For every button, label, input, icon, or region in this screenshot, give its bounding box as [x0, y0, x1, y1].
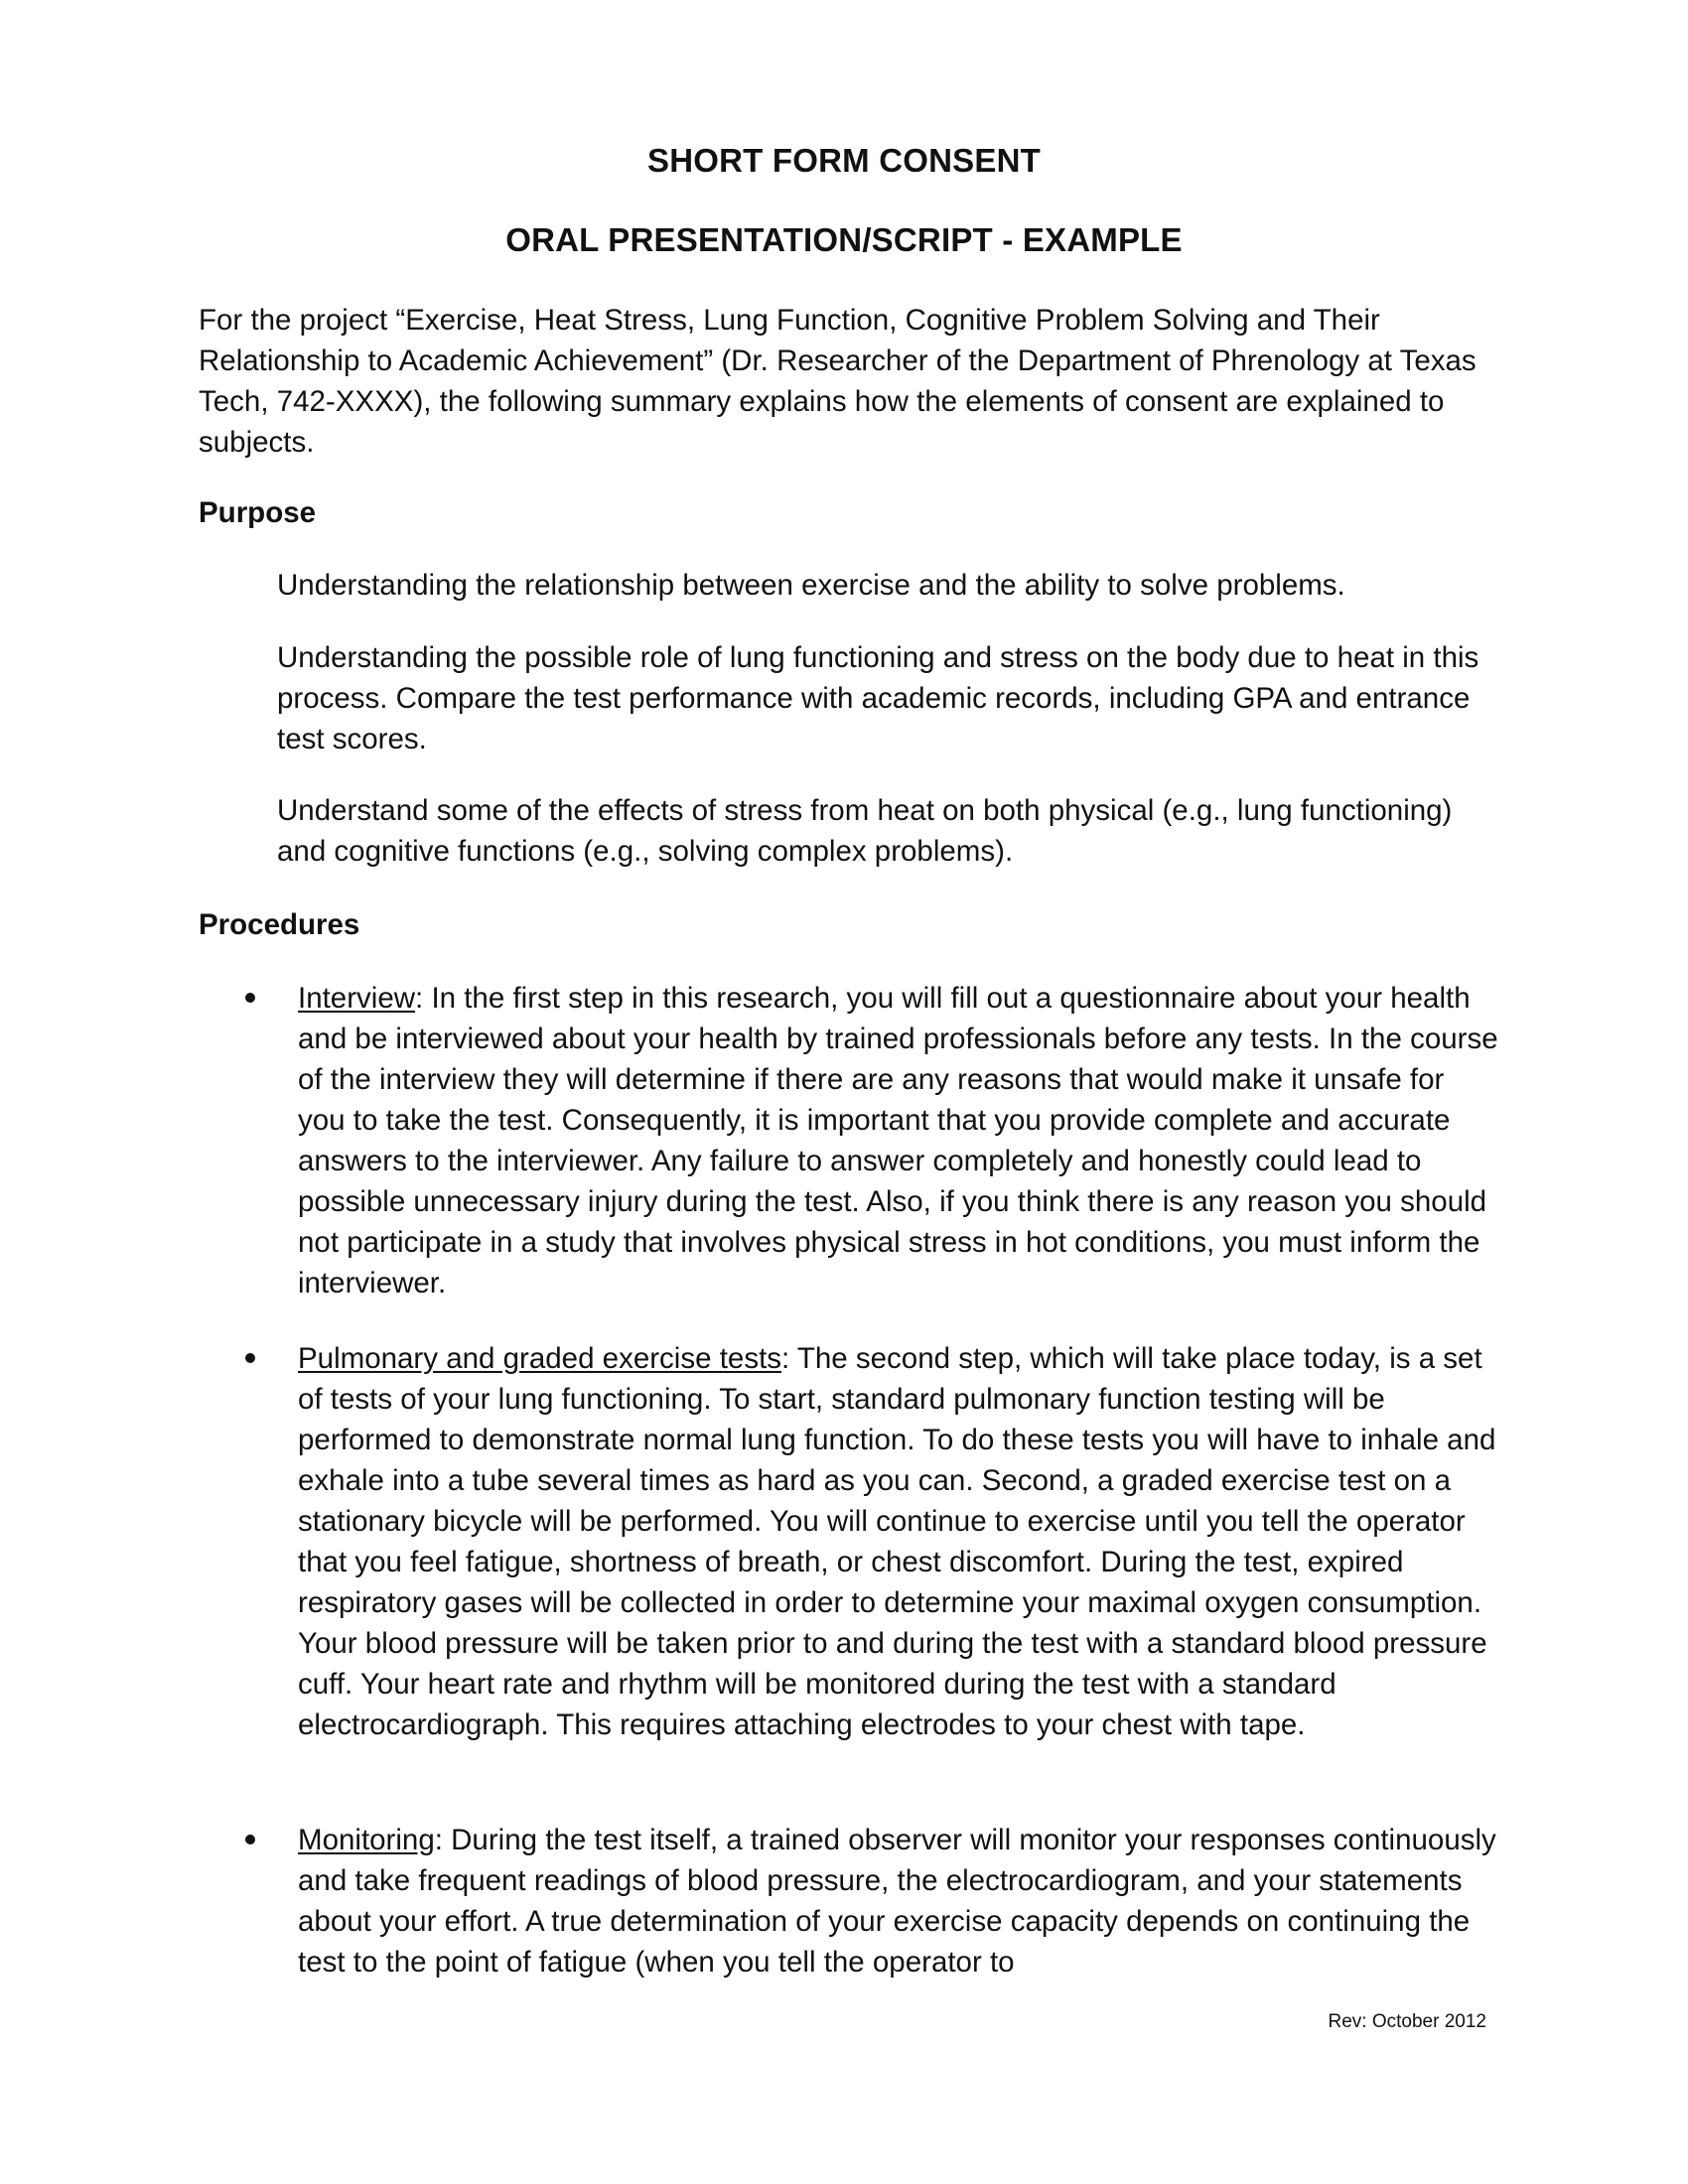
purpose-item: Understanding the relationship between exercise and the ability to solve problems.	[277, 569, 1345, 602]
procedure-term: Pulmonary and graded exercise tests	[298, 1342, 782, 1375]
bullet-icon	[245, 1353, 255, 1363]
document-title: SHORT FORM CONSENT	[647, 142, 1041, 179]
purpose-item: Understanding the possible role of lung functioning and stress on the body due to heat in this process. Compare the test performance with academic records, including GPA and entrance test scores.	[277, 641, 1479, 755]
purpose-item: Understand some of the effects of stress from heat on both physical (e.g., lung functioning) and cognitive functions (e.g., solving complex problems).	[277, 794, 1453, 868]
intro-paragraph: For the project “Exercise, Heat Stress, Lung Function, Cognitive Problem Solving and Their Relationship to Academic Achievement” (Dr. Researcher of the Department of Phrenology at Texas Tech, 742-XXXX), the following summary explains how the elements of consent are explained to subjects.	[199, 304, 1477, 459]
procedure-term: Monitoring	[298, 1824, 435, 1856]
procedure-text	[298, 1338, 1499, 1745]
procedure-description: : In the first step in this research, you will fill out a questionnaire about your health and be interviewed about your health by trained professionals before any tests. In the course of the interview they will determine if there are any reasons that would make it unsafe for you to take the test. Consequently, it is important that you provide complete and accurate answers to the interviewer. Any failure to answer completely and honestly could lead to possible unnecessary injury during the test. Also, if you think there is any reason you should not participate in a study that involves physical stress in hot conditions, you must inform the interviewer.	[298, 982, 1498, 1299]
procedure-description: : The second step, which will take place today, is a set of tests of your lung functioning. To start, standard pulmonary function testing will be performed to demonstrate normal lung function. To do these tests you will have to inhale and exhale into a tube several times as hard as you can. Second, a graded exercise test on a stationary bicycle will be performed. You will continue to exercise until you tell the operator that you feel fatigue, shortness of breath, or chest discomfort. During the test, expired respiratory gases will be collected in order to determine your maximal oxygen consumption. Your blood pressure will be taken prior to and during the test with a standard blood pressure cuff. Your heart rate and rhythm will be monitored during the test with a standard electrocardiograph. This requires attaching electrodes to your chest with tape.	[298, 1342, 1496, 1741]
procedure-text	[298, 978, 1499, 1303]
procedure-description: : During the test itself, a trained observer will monitor your responses continuously and take frequent readings of blood pressure, the electrocardiogram, and your statements about your effort. A true determination of your exercise capacity depends on continuing the test to the point of fatigue (when you tell the operator to	[298, 1824, 1496, 1979]
procedure-term: Interview	[298, 982, 416, 1015]
bullet-icon	[245, 1835, 255, 1844]
bullet-icon	[245, 993, 255, 1003]
revision-footer: Rev: October 2012	[1328, 2011, 1486, 2032]
procedure-text	[298, 1820, 1499, 1982]
document-subtitle: ORAL PRESENTATION/SCRIPT - EXAMPLE	[505, 221, 1183, 258]
purpose-heading: Purpose	[199, 496, 317, 529]
procedures-heading: Procedures	[199, 908, 360, 941]
